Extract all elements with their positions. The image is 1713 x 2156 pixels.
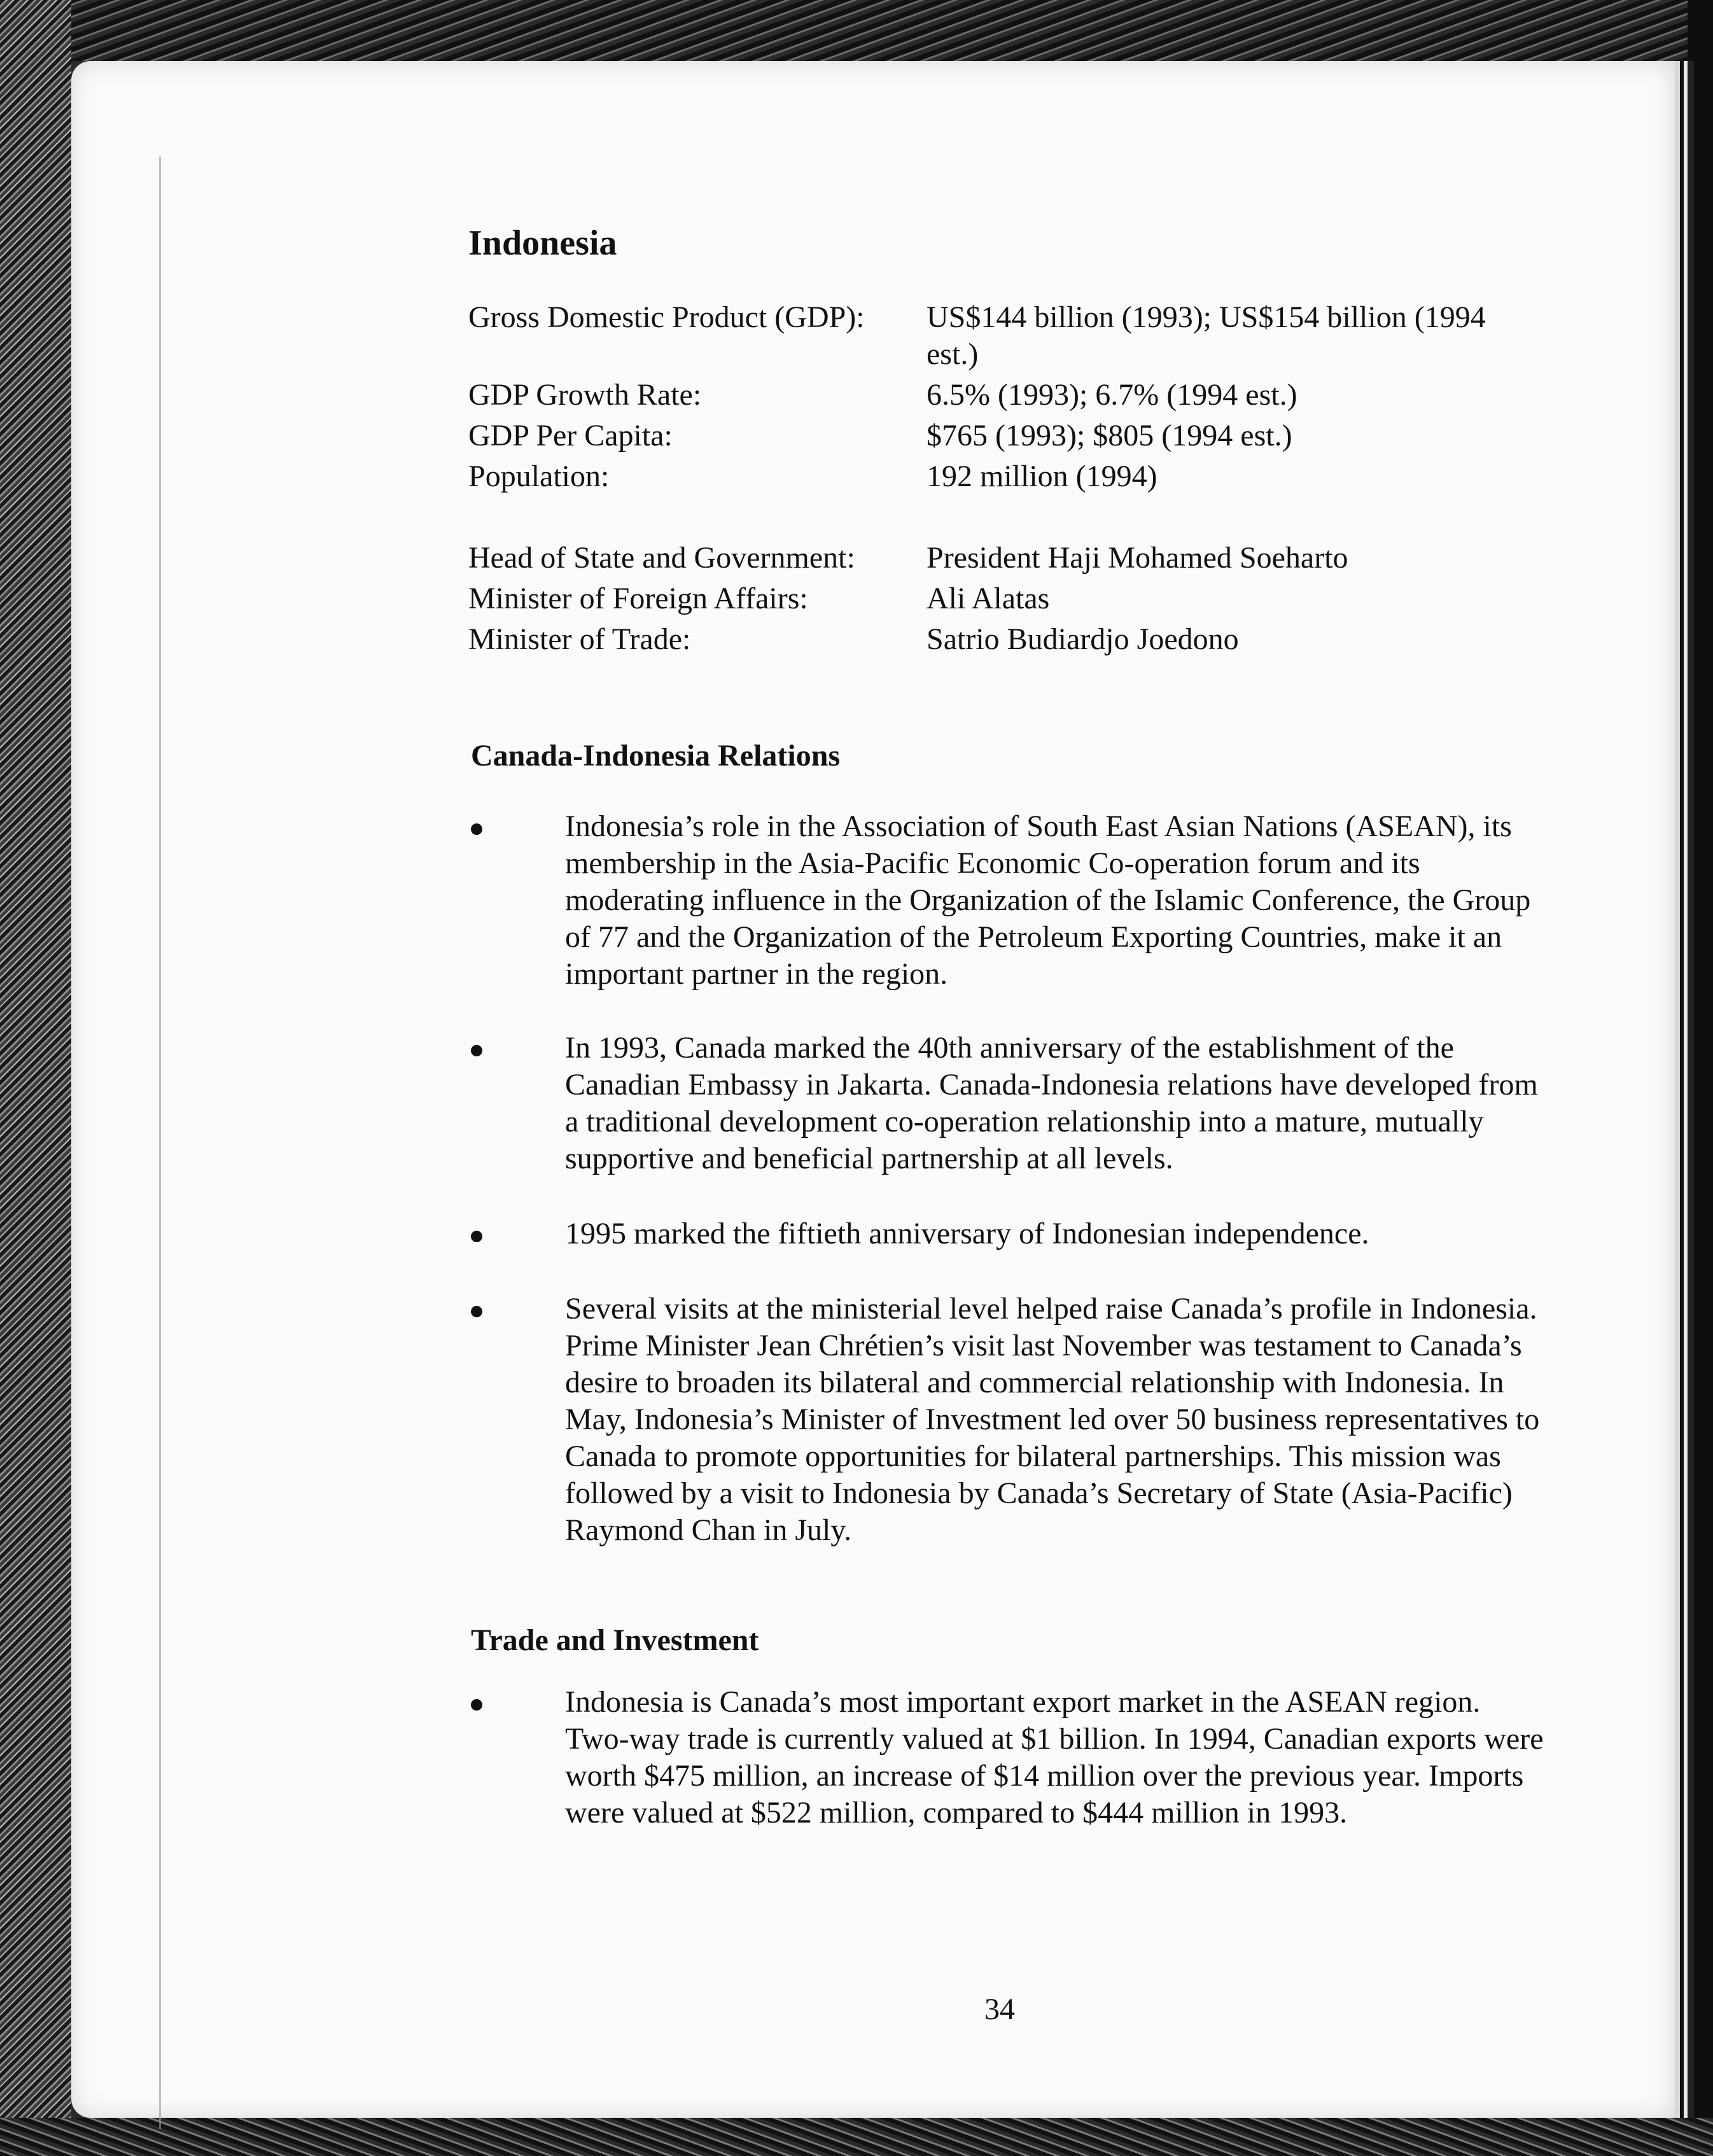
fact-row-trade-minister <box>468 621 1537 662</box>
section-heading-trade: Trade and Investment <box>471 1623 759 1657</box>
bullet-text: 1995 marked the fiftieth anniversary of Indonesian independence. <box>565 1217 1369 1250</box>
fact-label: Minister of Trade: <box>468 622 691 656</box>
bullet-text: In 1993, Canada marked the 40th anniversary of the establishment of the Canadian Embassy in Jakarta. Canada-Indonesia relations have developed from a traditional development co-operation relationship into a mature, mutually supportive and beneficial partnership at all levels. <box>565 1031 1538 1175</box>
bullet-text: Indonesia is Canada’s most important export market in the ASEAN region. Two-way trade is currently valued at $1 billion. In 1994, Canadian exports were worth $475 million, an increase of $14 million over the previous year. Imports were valued at $522 million, compared to $444 million in 1993. <box>565 1685 1544 1830</box>
scan-edge-top <box>0 0 1713 61</box>
fact-row-population <box>468 458 1537 499</box>
fact-row-gdp-growth <box>468 377 1537 417</box>
fact-label: Minister of Foreign Affairs: <box>468 582 808 615</box>
fact-value: $765 (1993); $805 (1994 est.) <box>926 419 1292 452</box>
fact-row-foreign-minister <box>468 580 1537 621</box>
bullet-icon <box>471 823 482 835</box>
page-title: Indonesia <box>468 223 617 263</box>
scan-edge-left <box>0 0 71 2156</box>
fact-label: Population: <box>468 459 610 493</box>
fact-label: GDP Per Capita: <box>468 419 673 452</box>
fact-row-head-of-state <box>468 540 1537 580</box>
fact-value: Ali Alatas <box>926 582 1050 615</box>
margin-rule <box>159 157 161 2129</box>
fact-row-gdp <box>468 299 1537 377</box>
bullet-text: Indonesia’s role in the Association of South East Asian Nations (ASEAN), its membership in the Asia-Pacific Economic Co-operation forum and its moderating influence in the Organization of the Islamic Conference, the Group of 77 and the Organization of the Petroleum Exporting Countries, make it an important partner in the region. <box>565 809 1531 991</box>
fact-label: GDP Growth Rate: <box>468 378 702 412</box>
bullet-icon <box>471 1306 482 1317</box>
page-number: 34 <box>984 1992 1015 2026</box>
section-heading-relations: Canada-Indonesia Relations <box>471 739 841 773</box>
fact-value: President Haji Mohamed Soeharto <box>926 541 1348 575</box>
fact-label: Gross Domestic Product (GDP): <box>468 300 865 334</box>
fact-value: 6.5% (1993); 6.7% (1994 est.) <box>926 378 1297 412</box>
fact-value: 192 million (1994) <box>926 459 1157 493</box>
bullet-icon <box>471 1045 482 1056</box>
bullet-icon <box>471 1231 482 1242</box>
country-facts <box>468 299 1537 662</box>
fact-value: Satrio Budiardjo Joedono <box>926 622 1239 656</box>
fact-row-gdp-per-capita <box>468 417 1537 458</box>
bullet-icon <box>471 1699 482 1711</box>
binding-spine <box>1675 61 1694 2118</box>
bullet-text: Several visits at the ministerial level helped raise Canada’s profile in Indonesia. Prime Minister Jean Chrétien’s visit last November was testament to Canada’s desire to broaden its bilateral and commercial relationship with Indonesia. In May, Indonesia’s Minister of Investment led over 50 business representatives to Canada to promote opportunities for bilateral partnerships. This mission was followed by a visit to Indonesia by Canada’s Secretary of State (Asia-Pacific) Raymond Chan in July. <box>565 1292 1540 1547</box>
fact-value: US$144 billion (1993); US$154 billion (1994 est.) <box>926 300 1486 371</box>
scan-edge-bottom <box>0 2118 1713 2156</box>
fact-label: Head of State and Government: <box>468 541 855 575</box>
